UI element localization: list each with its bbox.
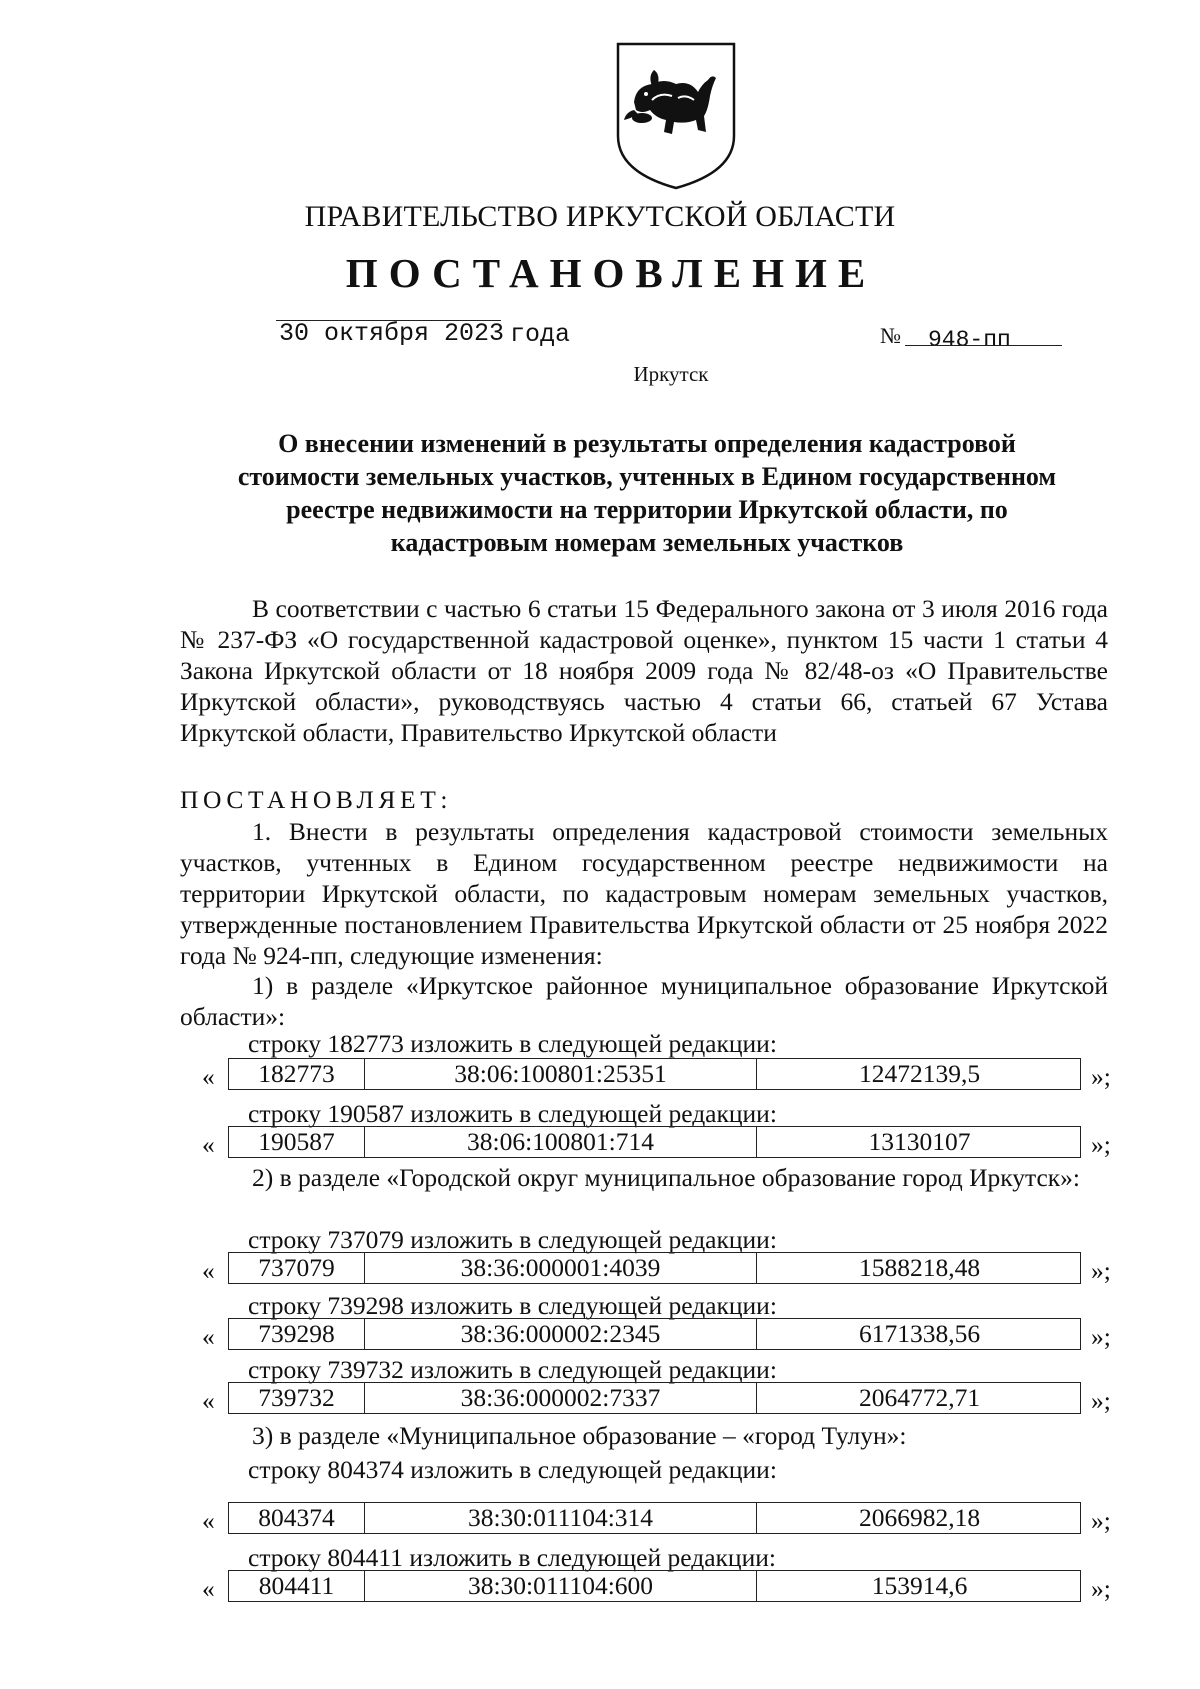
cadastral-number-cell: 38:06:100801:25351 xyxy=(365,1059,757,1089)
row-caption: строку 804374 изложить в следующей редакции: xyxy=(248,1455,777,1484)
document-type-heading: ПОСТАНОВЛЕНИЕ xyxy=(345,250,877,296)
row-caption: строку 190587 изложить в следующей редакции: xyxy=(248,1099,777,1128)
document-number: 948-пп xyxy=(928,327,1011,353)
quote-close: »; xyxy=(1091,1386,1111,1415)
cadastral-value-cell: 13130107 xyxy=(868,1127,971,1156)
quote-open: « xyxy=(202,1062,215,1091)
section-1-heading: 1) в разделе «Иркутское районное муниципальное образование Иркутской области»: xyxy=(180,971,1108,1031)
item-1-paragraph: 1. Внести в результаты определения кадастровой стоимости земельных участков, учтенных в Едином государственном реестре недвижимости на территории Иркутской области, по кадастровым номерам земельных участков, утвержденные постановлением Правительства Иркутской области от 25 ноября 2022 года № 924-пп, следующие изменения: xyxy=(180,817,1108,970)
quote-close: »; xyxy=(1091,1574,1111,1603)
cadastral-number-cell: 38:06:100801:714 xyxy=(365,1127,757,1157)
quote-open: « xyxy=(202,1506,215,1535)
cadastral-value-cell: 1588218,48 xyxy=(858,1253,981,1282)
quote-close: »; xyxy=(1091,1130,1111,1159)
cadastral-value-cell: 153914,6 xyxy=(871,1571,968,1600)
title-line: кадастровым номерам земельных участков xyxy=(390,528,904,557)
title-line: стоимости земельных участков, учтенных в Едином государственном xyxy=(237,462,1057,491)
quote-open: « xyxy=(202,1574,215,1603)
preamble-paragraph: В соответствии с частью 6 статьи 15 Федерального закона от 3 июля 2016 года № 237-ФЗ «О государственной кадастровой оценке», пунктом 15 части 1 статьи 4 Закона Иркутской области от 18 ноября 2009 года № 82/48-оз «О Правительстве Иркутской области», руководствуясь частью 4 статьи 66, статьей 67 Устава Иркутской области, Правительство Иркутской области xyxy=(180,594,1108,747)
document-date: 30 октября 2023 xyxy=(279,319,505,348)
decree-word: ПОСТАНОВЛЯЕТ: xyxy=(180,785,453,814)
quote-open: « xyxy=(202,1130,215,1159)
document-title xyxy=(180,427,1114,559)
number-sign: № xyxy=(880,323,901,348)
quote-close: »; xyxy=(1091,1256,1111,1285)
cadastral-number-cell: 38:30:011104:600 xyxy=(365,1571,757,1601)
row-number-cell: 190587 xyxy=(229,1127,365,1157)
date-suffix: года xyxy=(510,320,571,349)
quote-close: »; xyxy=(1091,1322,1111,1351)
cadastral-value-cell: 12472139,5 xyxy=(858,1059,981,1088)
title-line: реестре недвижимости на территории Иркутской области, по xyxy=(286,495,1008,524)
table-row xyxy=(228,1252,1081,1284)
cadastral-value-cell: 2064772,71 xyxy=(858,1383,981,1412)
quote-close: »; xyxy=(1091,1062,1111,1091)
number-underline xyxy=(905,345,1062,346)
row-number-cell: 737079 xyxy=(229,1253,365,1283)
quote-open: « xyxy=(202,1256,215,1285)
coat-of-arms-emblem xyxy=(612,40,740,192)
row-caption: строку 182773 изложить в следующей редакции: xyxy=(248,1029,777,1058)
organization-name: ПРАВИТЕЛЬСТВО ИРКУТСКОЙ ОБЛАСТИ xyxy=(304,200,896,233)
section-2-heading: 2) в разделе «Городской округ муниципальное образование город Иркутск»: xyxy=(252,1163,1081,1192)
cadastral-number-cell: 38:36:000002:7337 xyxy=(365,1383,757,1413)
cadastral-number-cell: 38:30:011104:314 xyxy=(365,1503,757,1533)
row-caption: строку 804411 изложить в следующей редакции: xyxy=(248,1543,776,1572)
row-number-cell: 182773 xyxy=(229,1059,365,1089)
quote-open: « xyxy=(202,1386,215,1415)
cadastral-value-cell: 2066982,18 xyxy=(858,1503,981,1532)
row-caption: строку 739298 изложить в следующей редакции: xyxy=(248,1291,777,1320)
title-line: О внесении изменений в результаты определения кадастровой xyxy=(278,429,1016,458)
row-caption: строку 739732 изложить в следующей редакции: xyxy=(248,1355,777,1384)
cadastral-number-cell: 38:36:000001:4039 xyxy=(365,1253,757,1283)
row-number-cell: 739732 xyxy=(229,1383,365,1413)
table-row xyxy=(228,1126,1081,1158)
table-row xyxy=(228,1382,1081,1414)
row-caption: строку 737079 изложить в следующей редакции: xyxy=(248,1225,777,1254)
table-row xyxy=(228,1318,1081,1350)
table-row xyxy=(228,1502,1081,1534)
cadastral-value-cell: 6171338,56 xyxy=(858,1319,981,1348)
row-number-cell: 804374 xyxy=(229,1503,365,1533)
table-row xyxy=(228,1058,1081,1090)
table-row xyxy=(228,1570,1081,1602)
quote-open: « xyxy=(202,1322,215,1351)
row-number-cell: 804411 xyxy=(229,1571,365,1601)
section-3-heading: 3) в разделе «Муниципальное образование – «город Тулун»: xyxy=(252,1421,907,1450)
cadastral-number-cell: 38:36:000002:2345 xyxy=(365,1319,757,1349)
row-number-cell: 739298 xyxy=(229,1319,365,1349)
city-name: Иркутск xyxy=(633,362,709,386)
quote-close: »; xyxy=(1091,1506,1111,1535)
